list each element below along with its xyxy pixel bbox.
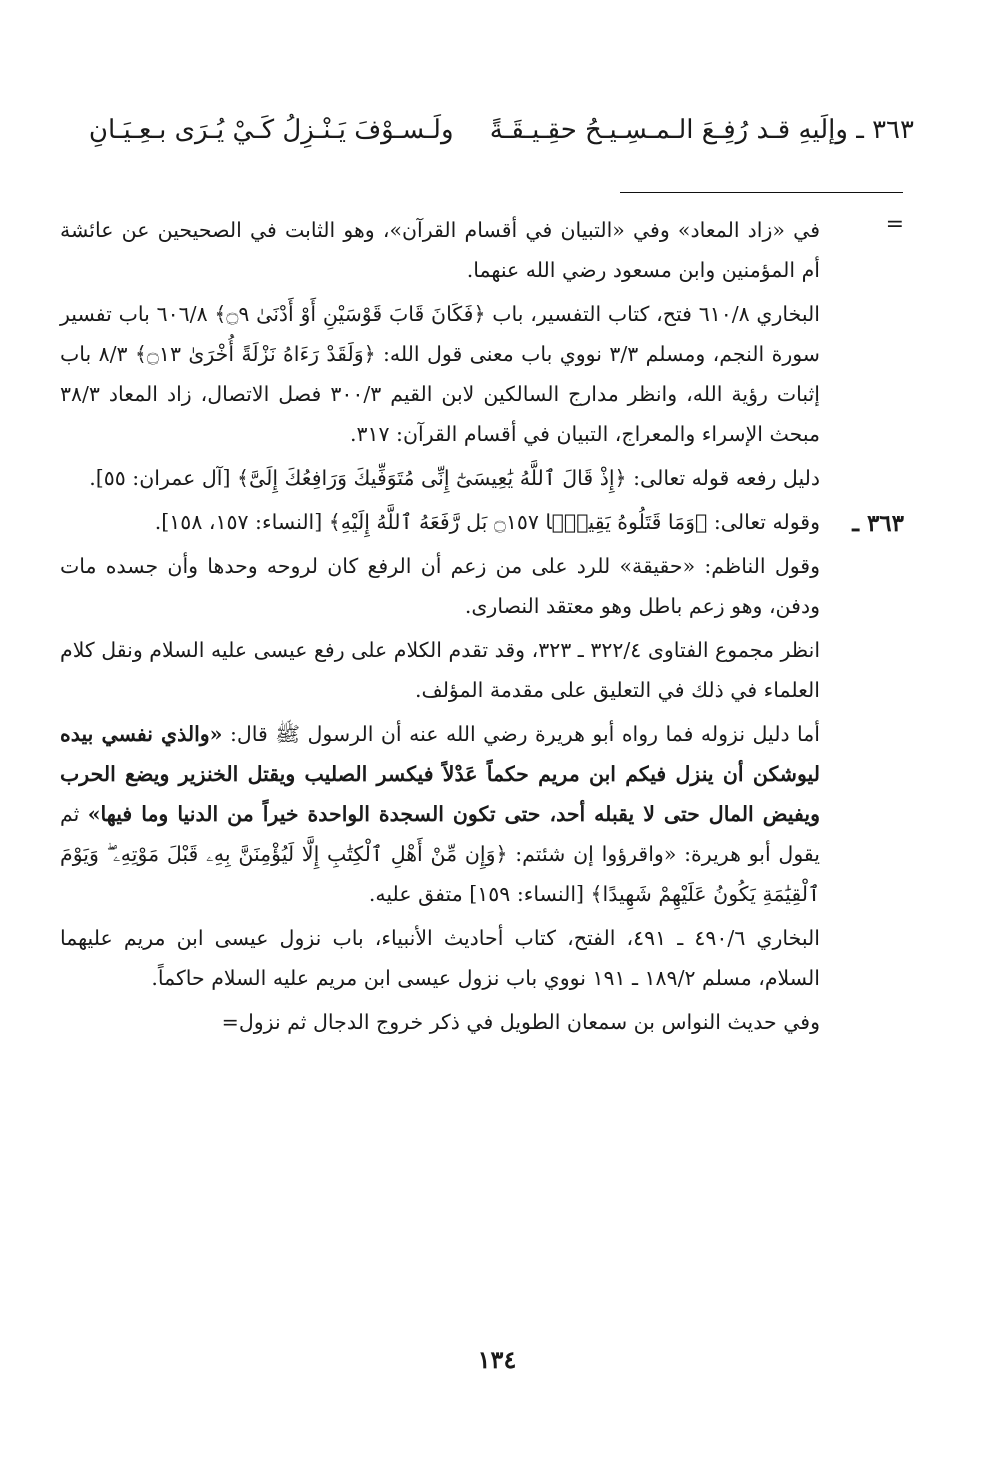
- paragraph-nisa-verse: وقوله تعالى: ﴿وَمَا قَتَلُوهُ يَقِينًۢا ۝١٥٧ بَل رَّفَعَهُ ٱللَّهُ إِلَيْهِ﴾ [النساء: ١٥٧، ١٥٨].: [154, 510, 820, 534]
- paragraph-raf-evidence: دليل رفعه قوله تعالى: ﴿إِذْ قَالَ ٱللَّهُ يَٰعِيسَىٰٓ إِنِّى مُتَوَفِّيكَ وَرَافِعُكَ إِلَىَّ﴾ [آل عمران: ٥٥].: [89, 466, 820, 490]
- verse-number: ٣٦٣ ـ: [856, 115, 914, 145]
- verse-hemistich-2: ولَـسـوْفَ يَـنْـزِلُ كَـيْ يُـرَى بـعِـيَـانِ: [88, 115, 454, 145]
- hadith-intro: أما دليل نزوله فما رواه أبو هريرة رضي الله عنه أن الرسول ﷺ قال:: [229, 722, 820, 746]
- paragraph-hadith: [60, 714, 820, 914]
- page-number: ١٣٤: [477, 1345, 517, 1374]
- footnotes-block: [60, 210, 820, 1046]
- paragraph-haqiqa: وقول الناظم: «حقيقة» للرد على من زعم أن الرفع كان لروحه وحدها وأن جسده مات ودفن، وهو زعم باطل وهو معتقد النصارى.: [60, 554, 820, 618]
- footnote-number: ٣٦٣ ـ: [852, 510, 904, 537]
- paragraph-nawwas: وفي حديث النواس بن سمعان الطويل في ذكر خروج الدجال ثم نزول=: [221, 1010, 820, 1034]
- continuation-mark: =: [885, 212, 904, 237]
- hadith-text: «والذي نفسي بيده ليوشكن أن ينزل فيكم ابن مريم حكماً عَدْلاً فيكسر الصليب ويقتل الخنزير ويضع الحرب ويفيض المال حتى لا يقبله أحد، حتى تكون السجدة الواحدة خيراً من الدنيا وما فيها»: [60, 722, 820, 826]
- poem-verse: [40, 106, 914, 154]
- paragraph-bukhari-anbiya: البخاري ٤٩٠/٦ ـ ٤٩١، الفتح، كتاب أحاديث الأنبياء، باب نزول عيسى ابن مريم عليهما السلام، مسلم ١٨٩/٢ ـ ١٩١ نووي باب نزول عيسى ابن مريم عليه السلام حاكماً.: [60, 926, 820, 990]
- paragraph-fatawa: انظر مجموع الفتاوى ٣٢٢/٤ ـ ٣٢٣، وقد تقدم الكلام على رفع عيسى عليه السلام ونقل كلام العلماء في ذلك في التعليق على مقدمة المؤلف.: [60, 638, 821, 702]
- hadith-after: ثم يقول أبو هريرة: «واقرؤوا إن شئتم: ﴿وَإِن مِّنْ أَهْلِ ٱلْكِتَٰبِ إِلَّا لَيُؤْمِنَنَّ بِهِۦ قَبْلَ مَوْتِهِۦ ۖ وَيَوْمَ ٱلْقِيَٰمَةِ يَكُونُ عَلَيْهِمْ شَهِيدًا﴾ [النساء: ١٥٩] متفق عليه.: [60, 802, 820, 906]
- paragraph-zad-almaad: في «زاد المعاد» وفي «التبيان في أقسام القرآن»، وهو الثابت في الصحيحين عن عائشة أم المؤمنين وابن مسعود رضي الله عنهما.: [60, 218, 820, 282]
- verse-hemistich-1: وإلَيهِ قـد رُفِـعَ الـمـسِـيـحُ حقِـيـقَـةً: [489, 115, 848, 145]
- footnote-separator: [620, 192, 903, 193]
- paragraph-bukhari-tafsir: البخاري ٦١٠/٨ فتح، كتاب التفسير، باب ﴿فَكَانَ قَابَ قَوْسَيْنِ أَوْ أَدْنَىٰ ۝٩﴾ ٦٠٦/٨ باب تفسير سورة النجم، ومسلم ٣/٣ نووي باب معنى قول الله: ﴿وَلَقَدْ رَءَاهُ نَزْلَةً أُخْرَىٰ ۝١٣﴾ ٨/٣ باب إثبات رؤية الله، وانظر مدارج السالكين لابن القيم ٣٠٠/٣ فصل الاتصال، زاد المعاد ٣٨/٣ مبحث الإسراء والمعراج، التبيان في أقسام القرآن: ٣١٧.: [60, 302, 820, 446]
